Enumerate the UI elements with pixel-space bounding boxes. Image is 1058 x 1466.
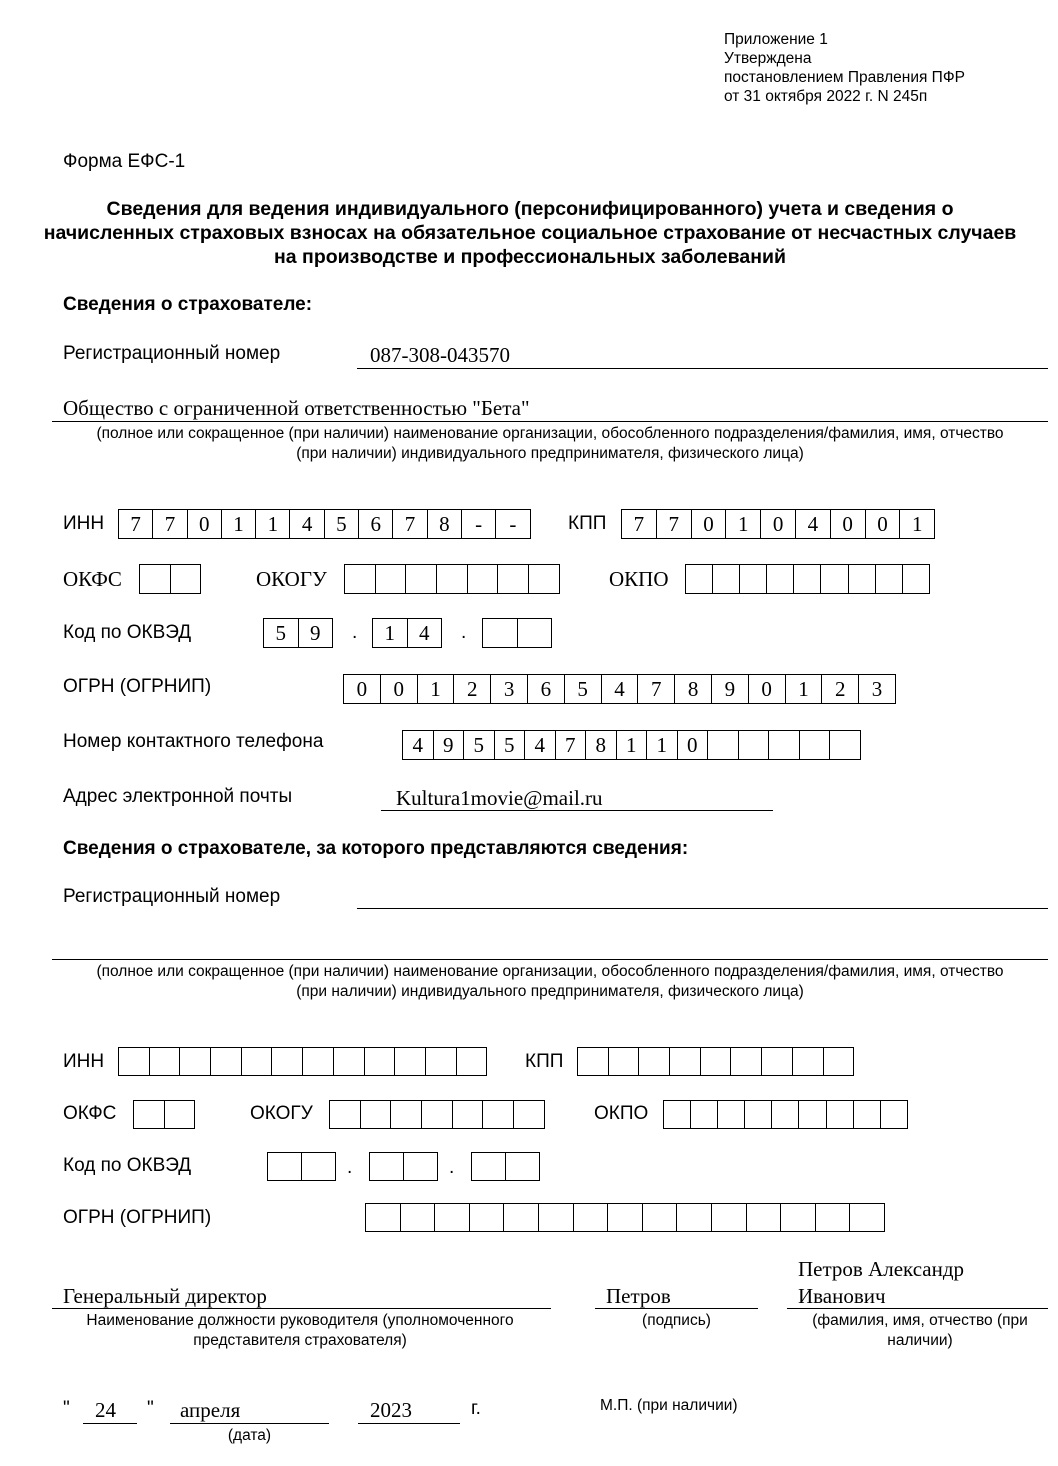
digit-cell[interactable] [772, 1101, 799, 1128]
represented-okogu-label: ОКОГУ [250, 1103, 313, 1124]
digit-cell[interactable] [303, 1048, 334, 1075]
insurer-phone-cells[interactable] [402, 730, 861, 760]
digit-cell[interactable] [468, 565, 499, 593]
digit-cell[interactable]: 5 [264, 619, 299, 647]
date-year[interactable]: 2023 [370, 1398, 412, 1422]
digit-cell[interactable] [268, 1153, 302, 1180]
digit-cell[interactable] [739, 731, 770, 759]
digit-cell[interactable] [762, 1048, 793, 1075]
insurer-kpp-cells[interactable] [621, 509, 935, 539]
signer-position-underline [52, 1308, 551, 1309]
signature-caption: (подпись) [642, 1312, 711, 1329]
insurer-okpo-cells[interactable] [685, 564, 930, 594]
digit-cell[interactable] [876, 565, 903, 593]
digit-cell[interactable] [140, 565, 171, 593]
digit-cell[interactable]: 8 [675, 675, 712, 703]
represented-okved-dot-1: . [347, 1157, 353, 1178]
digit-cell[interactable]: 1 [418, 675, 455, 703]
form-name: Форма ЕФС-1 [63, 151, 186, 172]
represented-reg-label: Регистрационный номер [63, 886, 281, 907]
digit-cell[interactable] [498, 565, 529, 593]
digit-cell[interactable] [740, 565, 767, 593]
insurer-okved-part2[interactable] [372, 618, 442, 648]
digit-cell[interactable] [816, 1204, 851, 1231]
signer-name-caption: (фамилия, имя, отчество (при наличии) [812, 1312, 1028, 1349]
insurer-email-underline [381, 810, 773, 811]
digit-cell[interactable] [608, 1204, 643, 1231]
signer-position[interactable]: Генеральный директор [63, 1284, 267, 1308]
insurer-reg-label: Регистрационный номер [63, 343, 281, 364]
digit-cell[interactable] [718, 1101, 745, 1128]
digit-cell[interactable] [330, 1101, 361, 1128]
represented-kpp-label: КПП [525, 1051, 564, 1072]
insurer-ogrn-cells[interactable] [343, 674, 896, 704]
digit-cell[interactable] [854, 1101, 881, 1128]
digit-cell[interactable] [794, 565, 821, 593]
represented-ogrn-cells[interactable] [365, 1203, 885, 1232]
digit-cell[interactable]: 1 [222, 510, 256, 538]
represented-org-underline[interactable] [52, 959, 1048, 960]
insurer-kpp-label: КПП [568, 513, 607, 534]
digit-cell[interactable]: 0 [866, 510, 901, 538]
digit-cell[interactable] [457, 1048, 487, 1075]
date-year-suffix: г. [471, 1398, 481, 1419]
digit-cell[interactable]: 4 [525, 731, 556, 759]
digit-cell[interactable]: 7 [119, 510, 153, 538]
insurer-org-caption: (полное или сокращенное (при наличии) наименование организации, обособленного подразделения/фамилия, имя, отчество (при наличии) индивидуального предпринимателя, физического лица) [96, 425, 1004, 462]
appendix-note: Приложение 1 Утверждена постановлением Правления ПФР от 31 октября 2022 г. N 245п [724, 31, 965, 105]
digit-cell[interactable]: 8 [586, 731, 617, 759]
date-caption: (дата) [227, 1427, 272, 1444]
represented-org-caption: (полное или сокращенное (при наличии) наименование организации, обособленного подразделения/фамилия, имя, отчество (при наличии) индивидуального предпринимателя, физического лица) [96, 963, 1004, 1000]
digit-cell[interactable] [514, 1101, 544, 1128]
represented-okved-dot-2: . [449, 1157, 455, 1178]
digit-cell[interactable] [747, 1204, 782, 1231]
digit-cell[interactable] [422, 1101, 453, 1128]
digit-cell[interactable] [799, 1101, 826, 1128]
insurer-okogu-label: ОКОГУ [256, 567, 327, 591]
digit-cell[interactable] [272, 1048, 303, 1075]
digit-cell[interactable]: 4 [602, 675, 639, 703]
digit-cell[interactable]: 4 [796, 510, 831, 538]
digit-cell[interactable] [180, 1048, 211, 1075]
insurer-okved-dot-1: . [352, 622, 358, 643]
digit-cell[interactable] [518, 619, 552, 647]
digit-cell[interactable]: 5 [565, 675, 602, 703]
digit-cell[interactable]: 5 [325, 510, 359, 538]
digit-cell[interactable] [769, 731, 800, 759]
digit-cell[interactable]: 5 [495, 731, 526, 759]
digit-cell[interactable] [406, 565, 437, 593]
digit-cell[interactable] [134, 1101, 165, 1128]
digit-cell[interactable] [643, 1204, 678, 1231]
insurer-okpo-label: ОКПО [609, 567, 669, 591]
represented-okved-part3[interactable] [471, 1152, 540, 1181]
digit-cell[interactable]: 9 [712, 675, 749, 703]
digit-cell[interactable] [708, 731, 739, 759]
digit-cell[interactable] [435, 1204, 470, 1231]
date-day-underline [83, 1423, 137, 1424]
digit-cell[interactable] [609, 1048, 640, 1075]
digit-cell[interactable]: 0 [761, 510, 796, 538]
insurer-inn-label: ИНН [63, 513, 105, 534]
digit-cell[interactable] [830, 731, 860, 759]
insurer-okved-dot-2: . [461, 622, 467, 643]
digit-cell[interactable] [361, 1101, 392, 1128]
digit-cell[interactable] [713, 565, 740, 593]
digit-cell[interactable]: 1 [617, 731, 648, 759]
digit-cell[interactable] [639, 1048, 670, 1075]
insurer-okved-part3[interactable] [482, 618, 552, 648]
digit-cell[interactable] [345, 565, 376, 593]
digit-cell[interactable] [821, 565, 848, 593]
digit-cell[interactable] [365, 1048, 396, 1075]
digit-cell[interactable]: - [462, 510, 496, 538]
digit-cell[interactable] [664, 1101, 691, 1128]
insurer-email-value[interactable]: Kultura1movie@mail.ru [396, 786, 603, 810]
insurer-org-underline [52, 421, 1048, 422]
stamp-note: М.П. (при наличии) [600, 1397, 738, 1414]
represented-kpp-cells[interactable] [577, 1047, 854, 1076]
digit-cell[interactable] [453, 1101, 484, 1128]
insurer-okved-label: Код по ОКВЭД [63, 622, 192, 643]
digit-cell[interactable] [242, 1048, 273, 1075]
digit-cell[interactable] [712, 1204, 747, 1231]
digit-cell[interactable] [781, 1204, 816, 1231]
form-title: Сведения для ведения индивидуального (персонифицированного) учета и сведения о начисленных страховых взносах на обязательное социальное страхование от несчастных случаев на производстве и профессиональных заболеваний [43, 198, 1017, 268]
insurer-inn-cells[interactable] [118, 509, 531, 539]
digit-cell[interactable] [171, 565, 201, 593]
represented-okfs-label: ОКФС [63, 1103, 117, 1124]
digit-cell[interactable] [395, 1048, 426, 1075]
digit-cell[interactable]: 0 [831, 510, 866, 538]
insurer-okfs-label: ОКФС [63, 567, 122, 591]
signature-value[interactable]: Петров [606, 1284, 671, 1308]
represented-okogu-cells[interactable] [329, 1100, 545, 1129]
digit-cell[interactable]: 4 [403, 731, 434, 759]
represented-okpo-cells[interactable] [663, 1100, 908, 1129]
digit-cell[interactable]: 9 [310, 621, 321, 645]
digit-cell[interactable] [686, 565, 713, 593]
digit-cell[interactable] [437, 565, 468, 593]
digit-cell[interactable]: - [509, 512, 517, 536]
digit-cell[interactable] [391, 1101, 422, 1128]
digit-cell[interactable] [302, 1153, 335, 1180]
signer-name-underline [787, 1308, 1048, 1309]
represented-inn-cells[interactable] [118, 1047, 487, 1076]
digit-cell[interactable] [504, 1204, 539, 1231]
digit-cell[interactable] [881, 1101, 907, 1128]
digit-cell[interactable] [903, 565, 929, 593]
digit-cell[interactable] [483, 1101, 514, 1128]
insurer-email-label: Адрес электронной почты [63, 786, 293, 807]
digit-cell[interactable]: 7 [393, 510, 427, 538]
digit-cell[interactable]: 7 [556, 731, 587, 759]
digit-cell[interactable]: 2 [822, 675, 859, 703]
represented-reg-underline[interactable] [357, 908, 1048, 909]
digit-cell[interactable] [574, 1204, 609, 1231]
digit-cell[interactable] [800, 731, 831, 759]
digit-cell[interactable] [404, 1153, 437, 1180]
date-month[interactable]: апреля [180, 1398, 241, 1422]
digit-cell[interactable] [150, 1048, 181, 1075]
represented-okpo-label: ОКПО [594, 1103, 649, 1124]
digit-cell[interactable] [691, 1101, 718, 1128]
digit-cell[interactable]: 1 [647, 731, 678, 759]
signer-name-line1[interactable]: Петров Александр [798, 1257, 965, 1281]
digit-cell[interactable]: 7 [657, 510, 692, 538]
date-day[interactable]: 24 [95, 1398, 116, 1422]
digit-cell[interactable] [670, 1048, 701, 1075]
signer-position-caption: Наименование должности руководителя (уполномоченного представителя страхователя) [86, 1312, 514, 1349]
digit-cell[interactable] [366, 1204, 401, 1231]
digit-cell[interactable] [767, 565, 794, 593]
date-quote-close: " [147, 1398, 154, 1419]
digit-cell[interactable]: 0 [344, 675, 381, 703]
digit-cell[interactable]: 1 [726, 510, 761, 538]
digit-cell[interactable] [731, 1048, 762, 1075]
date-month-underline [170, 1423, 329, 1424]
digit-cell[interactable]: 3 [491, 675, 528, 703]
digit-cell[interactable]: 6 [528, 675, 565, 703]
represented-inn-label: ИНН [63, 1051, 105, 1072]
digit-cell[interactable] [334, 1048, 365, 1075]
digit-cell[interactable] [793, 1048, 824, 1075]
digit-cell[interactable]: 0 [692, 510, 727, 538]
digit-cell[interactable] [745, 1101, 772, 1128]
digit-cell[interactable]: 7 [153, 510, 187, 538]
digit-cell[interactable] [211, 1048, 242, 1075]
digit-cell[interactable] [506, 1153, 539, 1180]
represented-okved-label: Код по ОКВЭД [63, 1155, 192, 1176]
digit-cell[interactable]: 9 [434, 731, 465, 759]
digit-cell[interactable] [849, 565, 876, 593]
insurer-reg-number[interactable]: 087-308-043570 [370, 343, 510, 367]
insurer-heading: Сведения о страхователе: [63, 294, 313, 315]
digit-cell[interactable] [677, 1204, 712, 1231]
digit-cell[interactable]: 1 [256, 510, 290, 538]
insurer-reg-underline [357, 368, 1048, 369]
digit-cell[interactable]: 0 [749, 675, 786, 703]
digit-cell[interactable]: 2 [454, 675, 491, 703]
digit-cell[interactable]: 1 [373, 619, 408, 647]
digit-cell[interactable] [827, 1101, 854, 1128]
digit-cell[interactable]: 6 [359, 510, 393, 538]
digit-cell[interactable]: 7 [638, 675, 675, 703]
digit-cell[interactable]: 3 [871, 677, 883, 701]
digit-cell[interactable] [401, 1204, 436, 1231]
digit-cell[interactable]: 5 [464, 731, 495, 759]
digit-cell[interactable]: 1 [786, 675, 823, 703]
digit-cell[interactable] [578, 1048, 609, 1075]
digit-cell[interactable]: 7 [622, 510, 657, 538]
date-quote-open: " [63, 1398, 70, 1419]
signature-underline [595, 1308, 758, 1309]
digit-cell[interactable] [376, 565, 407, 593]
digit-cell[interactable] [701, 1048, 732, 1075]
digit-cell[interactable]: 0 [678, 731, 709, 759]
digit-cell[interactable]: 1 [912, 512, 923, 536]
digit-cell[interactable] [850, 1204, 884, 1231]
digit-cell[interactable] [824, 1048, 854, 1075]
represented-okved-part2[interactable] [369, 1152, 438, 1181]
insurer-ogrn-label: ОГРН (ОГРНИП) [63, 676, 212, 697]
signer-name-line2[interactable]: Иванович [798, 1284, 886, 1308]
digit-cell[interactable]: 4 [290, 510, 324, 538]
digit-cell[interactable]: 8 [428, 510, 462, 538]
represented-heading: Сведения о страхователе, за которого представляются сведения: [63, 838, 689, 859]
digit-cell[interactable]: 4 [419, 621, 430, 645]
represented-okved-part1[interactable] [267, 1152, 336, 1181]
digit-cell[interactable] [370, 1153, 404, 1180]
digit-cell[interactable] [470, 1204, 505, 1231]
date-year-underline [358, 1423, 460, 1424]
digit-cell[interactable]: 0 [188, 510, 222, 538]
digit-cell[interactable]: 0 [381, 675, 418, 703]
digit-cell[interactable] [165, 1101, 195, 1128]
digit-cell[interactable] [426, 1048, 457, 1075]
insurer-okfs-cells[interactable] [139, 564, 201, 594]
digit-cell[interactable] [539, 1204, 574, 1231]
insurer-okogu-cells[interactable] [344, 564, 560, 594]
digit-cell[interactable] [483, 619, 518, 647]
digit-cell[interactable] [119, 1048, 150, 1075]
represented-ogrn-label: ОГРН (ОГРНИП) [63, 1207, 212, 1228]
represented-okfs-cells[interactable] [133, 1100, 195, 1129]
insurer-org-name[interactable]: Общество с ограниченной ответственностью "Бета" [63, 396, 530, 420]
insurer-phone-label: Номер контактного телефона [63, 731, 324, 752]
insurer-okved-part1[interactable] [263, 618, 333, 648]
digit-cell[interactable] [472, 1153, 506, 1180]
digit-cell[interactable] [529, 565, 559, 593]
